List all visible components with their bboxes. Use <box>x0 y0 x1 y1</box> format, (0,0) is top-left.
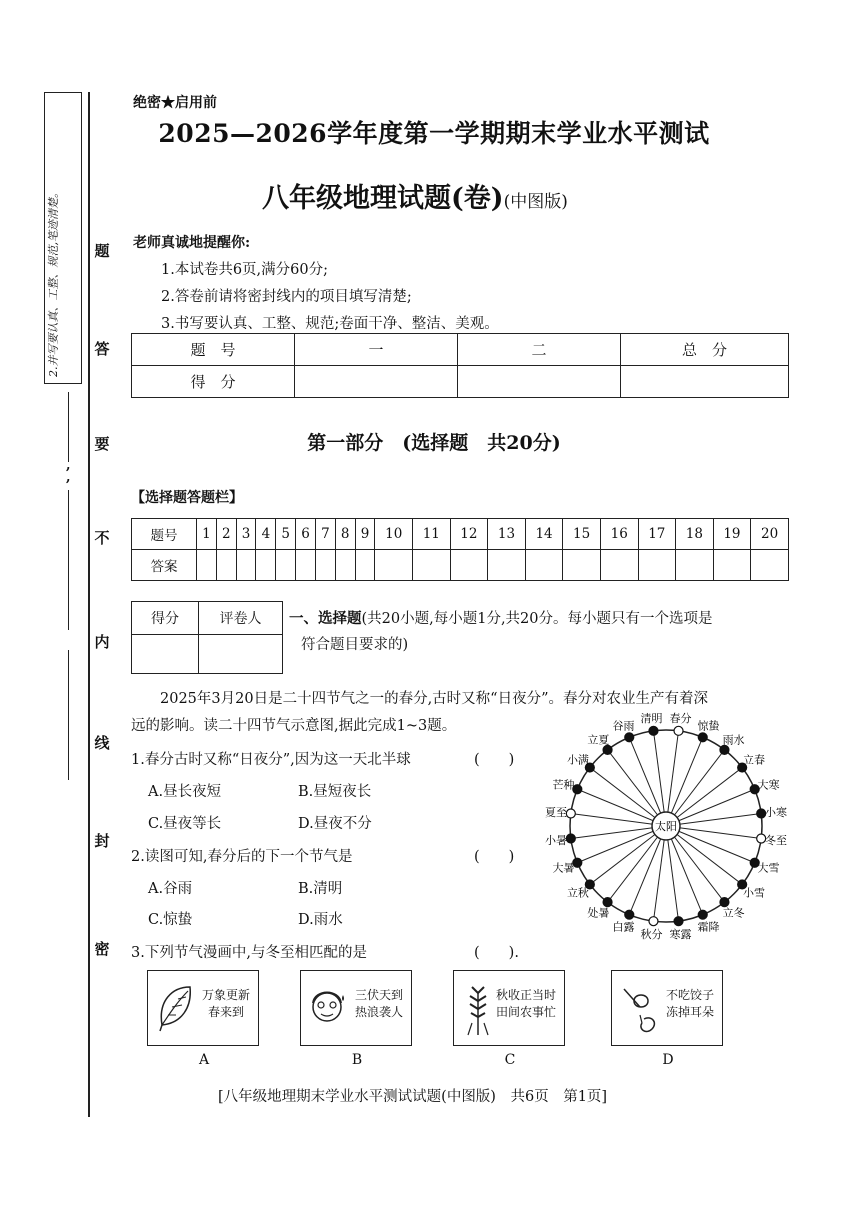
reminder-item: 3.书写要认真、工整、规范;卷面干净、整洁、美观。 <box>161 316 499 332</box>
intro-line-2: 远的影响。读二十四节气示意图,据此完成1~3题。 <box>131 718 457 734</box>
panel-d-line-2: 冻掉耳朵 <box>665 1005 714 1019</box>
seal-word: 答 <box>94 340 110 358</box>
answer-cell[interactable] <box>276 550 296 581</box>
panel-c[interactable] <box>453 970 565 1046</box>
dumpling-icon <box>618 979 660 1037</box>
section1-header <box>289 606 789 658</box>
seal-word: 要 <box>94 435 110 453</box>
term-label: 寒露 <box>669 928 692 942</box>
panel-c-letter: C <box>504 1052 516 1068</box>
grade-box <box>131 601 283 674</box>
answer-num-cell: 3 <box>236 519 256 550</box>
question-2-answer-paren[interactable]: ( ) <box>474 849 515 865</box>
answer-row-label: 答案 <box>132 550 197 581</box>
panel-b-letter: B <box>351 1052 363 1068</box>
grade-grader-label: 评卷人 <box>199 602 283 635</box>
answer-num-cell: 16 <box>600 519 638 550</box>
seal-word: 题 <box>94 242 110 260</box>
panel-d-line-1: 不吃饺子 <box>665 988 714 1002</box>
answer-num-cell: 6 <box>296 519 316 550</box>
term-label: 霜降 <box>697 920 720 934</box>
q2-option-b: B.清明 <box>298 881 343 897</box>
sun-label: 太阳 <box>655 820 677 833</box>
answer-num-cell: 17 <box>638 519 676 550</box>
answer-num-cell: 13 <box>488 519 526 550</box>
score-header-cell: 一 <box>295 334 458 366</box>
term-label: 大雪 <box>757 861 780 875</box>
seal-word: 内 <box>94 633 110 651</box>
answer-num-cell: 1 <box>197 519 217 550</box>
term-label: 处暑 <box>587 906 610 920</box>
answer-num-cell: 2 <box>216 519 236 550</box>
seal-word: 密 <box>94 940 110 958</box>
answer-cell[interactable] <box>600 550 638 581</box>
term-dot <box>649 726 658 735</box>
question-3-stem: 3.下列节气漫画中,与冬至相匹配的是 <box>131 945 367 961</box>
grade-score-label: 得分 <box>132 602 199 635</box>
term-dot <box>698 733 707 742</box>
school-blank-line <box>68 650 69 780</box>
answer-num-cell: 10 <box>375 519 413 550</box>
term-label: 冬至 <box>765 834 788 848</box>
term-dot <box>698 910 707 919</box>
answer-num-cell: 8 <box>335 519 355 550</box>
intro-line-1: 2025年3月20日是二十四节气之一的春分,古时又称“日夜分”。春分对农业生产有着深 <box>160 691 709 707</box>
q2-option-c: C.惊蛰 <box>148 912 193 928</box>
term-dot <box>674 726 683 735</box>
sweating-face-icon <box>307 983 347 1031</box>
term-dot <box>720 898 729 907</box>
q2-option-d: D.雨水 <box>298 912 343 928</box>
answer-num-cell: 11 <box>413 519 451 550</box>
panel-a[interactable] <box>147 970 259 1046</box>
term-label: 小雪 <box>743 886 766 900</box>
question-1-answer-paren[interactable]: ( ) <box>474 752 515 768</box>
answer-cell[interactable] <box>335 550 355 581</box>
binding-comma: , <box>66 458 71 473</box>
score-header-cell: 题 号 <box>132 334 295 366</box>
term-dot <box>566 809 575 818</box>
score-cell[interactable] <box>621 366 789 398</box>
section1-desc-2: 符合题目要求的) <box>301 637 409 653</box>
answer-cell[interactable] <box>751 550 789 581</box>
reminder-item: 2.答卷前请将密封线内的项目填写清楚; <box>161 289 412 305</box>
term-dot <box>649 917 658 926</box>
exam-subtitle <box>262 176 568 215</box>
term-label: 芒种 <box>552 778 575 792</box>
term-label: 大暑 <box>552 861 575 875</box>
answer-cell[interactable] <box>713 550 751 581</box>
panel-a-text <box>202 987 250 1021</box>
part1-title: 第一部分 (选择题 共20分) <box>307 432 561 454</box>
solar-terms-diagram <box>545 712 795 952</box>
term-label: 惊蛰 <box>697 719 720 733</box>
answer-num-cell: 14 <box>525 519 563 550</box>
score-header-cell: 总 分 <box>621 334 789 366</box>
answer-num-label: 题号 <box>132 519 197 550</box>
reminder-heading: 老师真诚地提醒你: <box>133 235 251 251</box>
panel-c-text <box>496 987 556 1021</box>
answer-cell[interactable] <box>638 550 676 581</box>
term-dot <box>625 733 634 742</box>
grade-score-cell[interactable] <box>132 635 199 674</box>
q1-option-b: B.昼短夜长 <box>298 784 372 800</box>
seal-line <box>88 92 90 1117</box>
section1-heading: 一、选择题 <box>289 610 362 627</box>
answer-cell[interactable] <box>676 550 714 581</box>
question-3-answer-paren[interactable]: ( ). <box>474 945 519 961</box>
answer-num-cell: 15 <box>563 519 601 550</box>
answer-num-cell: 5 <box>276 519 296 550</box>
answer-num-cell: 20 <box>751 519 789 550</box>
score-header-cell: 二 <box>458 334 621 366</box>
score-cell[interactable] <box>458 366 621 398</box>
term-label: 白露 <box>612 920 635 934</box>
answer-num-cell: 18 <box>676 519 714 550</box>
term-dot <box>674 917 683 926</box>
panel-c-line-2: 田间农事忙 <box>495 1005 556 1019</box>
term-label: 立冬 <box>722 906 745 920</box>
answer-cell[interactable] <box>296 550 316 581</box>
term-label: 谷雨 <box>612 719 635 733</box>
q2-option-a: A.谷雨 <box>148 881 193 897</box>
answer-num-cell: 7 <box>315 519 335 550</box>
panel-b-line-1: 三伏天到 <box>354 988 403 1002</box>
seal-word: 封 <box>94 832 110 850</box>
term-label: 夏至 <box>545 805 567 819</box>
term-dot <box>603 898 612 907</box>
seal-word: 线 <box>94 734 110 752</box>
question-1-stem: 1.春分古时又称“日夜分”,因为这一天北半球 <box>131 752 411 768</box>
panel-c-line-1: 秋收正当时 <box>495 988 556 1002</box>
score-table <box>131 333 789 398</box>
leaf-icon <box>154 981 196 1033</box>
answer-num-cell: 19 <box>713 519 751 550</box>
score-row-label: 得 分 <box>132 366 295 398</box>
term-label: 立秋 <box>566 886 589 900</box>
term-dot <box>625 910 634 919</box>
wheat-icon <box>460 979 496 1037</box>
question-2-stem: 2.读图可知,春分后的下一个节气是 <box>131 849 353 865</box>
score-cell[interactable] <box>295 366 458 398</box>
term-label: 小满 <box>566 753 589 767</box>
panel-a-line-2: 春来到 <box>207 1005 244 1019</box>
answer-cell[interactable] <box>315 550 335 581</box>
panel-a-line-1: 万象更新 <box>201 988 250 1002</box>
term-label: 清明 <box>640 712 663 725</box>
answer-table <box>131 518 789 581</box>
panel-d[interactable] <box>611 970 723 1046</box>
answer-cell[interactable] <box>256 550 276 581</box>
answer-cell[interactable] <box>375 550 413 581</box>
q1-option-c: C.昼夜等长 <box>148 816 222 832</box>
reminder-item: 1.本试卷共6页,满分60分; <box>161 262 329 278</box>
term-label: 秋分 <box>640 928 663 942</box>
secret-label: 绝密★启用前 <box>133 95 217 111</box>
term-label: 立夏 <box>587 733 610 747</box>
reminder-list <box>161 257 499 338</box>
answer-cell[interactable] <box>563 550 601 581</box>
term-label: 春分 <box>669 712 692 725</box>
term-dot <box>720 745 729 754</box>
binding-comma: , <box>66 470 71 485</box>
edition-label: (中图版) <box>503 192 568 212</box>
intro-paragraph <box>131 684 791 714</box>
grade-grader-cell[interactable] <box>199 635 283 674</box>
answer-cell[interactable] <box>236 550 256 581</box>
seal-word: 不 <box>94 529 110 547</box>
q1-option-d: D.昼夜不分 <box>298 816 372 832</box>
answer-cell[interactable] <box>355 550 375 581</box>
answer-cell[interactable] <box>197 550 217 581</box>
answer-num-cell: 12 <box>450 519 488 550</box>
panel-b-line-2: 热浪袭人 <box>354 1005 403 1019</box>
term-label: 小寒 <box>765 805 788 819</box>
term-label: 小暑 <box>545 834 567 848</box>
term-dot <box>603 745 612 754</box>
answer-cell[interactable] <box>450 550 488 581</box>
panel-d-text <box>666 987 714 1021</box>
page-title: 2025—2026学年度第一学期期末学业水平测试 <box>158 119 710 148</box>
answer-num-cell: 4 <box>256 519 276 550</box>
answer-bar-label: 【选择题答题栏】 <box>131 490 243 506</box>
binding-note-line-2: 2.并写要认真、工整、规范,笔迹清楚。 <box>47 187 60 377</box>
answer-cell[interactable] <box>488 550 526 581</box>
subtitle-text: 八年级地理试题(卷) <box>262 183 504 214</box>
page-footer: [八年级地理期末学业水平测试试题(中图版) 共6页 第1页] <box>218 1089 608 1105</box>
panel-d-letter: D <box>662 1052 674 1068</box>
term-label: 立春 <box>743 753 766 767</box>
answer-cell[interactable] <box>216 550 236 581</box>
section1-desc-1: (共20小题,每小题1分,共20分。每小题只有一个选项是 <box>361 611 713 627</box>
answer-num-cell: 9 <box>355 519 375 550</box>
term-dot <box>566 834 575 843</box>
q1-option-a: A.昼长夜短 <box>148 784 222 800</box>
panel-b[interactable] <box>300 970 412 1046</box>
panel-b-text <box>355 987 403 1021</box>
term-label: 雨水 <box>722 733 745 747</box>
class-blank-line <box>68 490 69 630</box>
answer-cell[interactable] <box>413 550 451 581</box>
panel-a-letter: A <box>198 1052 210 1068</box>
term-label: 大寒 <box>757 778 780 792</box>
answer-cell[interactable] <box>525 550 563 581</box>
